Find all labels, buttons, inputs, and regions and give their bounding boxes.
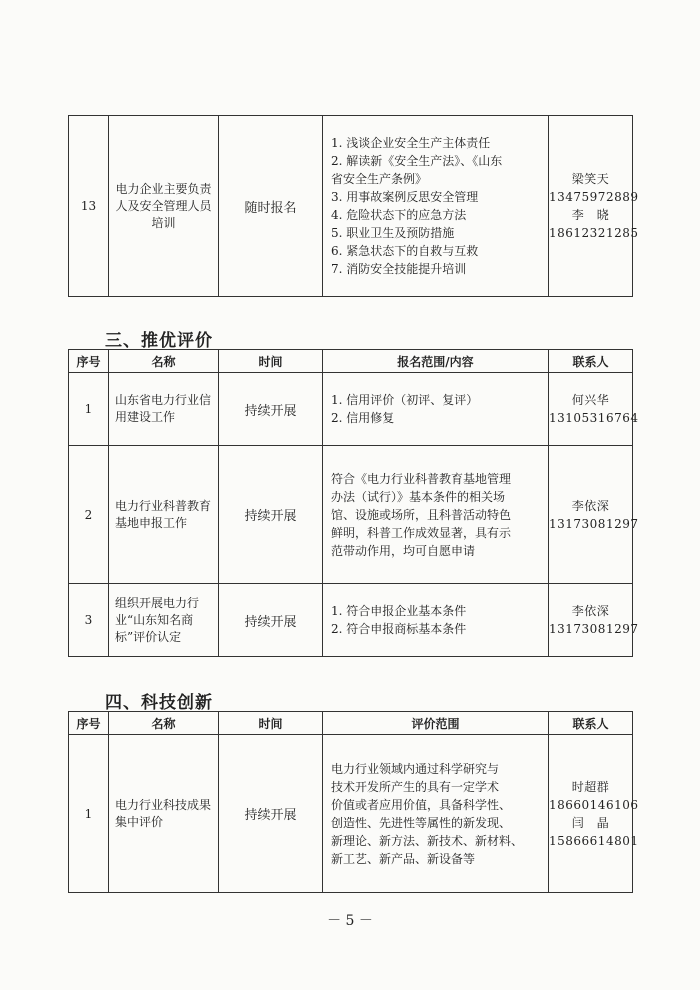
row-name: 山东省电力行业信用建设工作 bbox=[109, 373, 219, 446]
content-line: 1. 符合申报企业基本条件 bbox=[331, 604, 467, 618]
table-row bbox=[69, 116, 633, 297]
page-number: － 5 － bbox=[327, 913, 373, 929]
content-line: 4. 危险状态下的应急方法 bbox=[331, 208, 467, 222]
contact-phone: 13173081297 bbox=[549, 516, 639, 531]
content-line: 5. 职业卫生及预防措施 bbox=[331, 226, 455, 240]
row-number: 1 bbox=[69, 373, 109, 446]
content-line: 2. 解读新《安全生产法》、《山东 bbox=[331, 154, 503, 168]
column-header: 序号 bbox=[69, 712, 109, 735]
row-contact bbox=[549, 116, 639, 297]
column-header: 名称 bbox=[109, 350, 219, 373]
table-header-row bbox=[69, 712, 633, 735]
section-heading: 三、推优评价 bbox=[105, 331, 213, 351]
column-header: 时间 bbox=[219, 350, 323, 373]
content-line: 2. 信用修复 bbox=[331, 411, 395, 425]
row-name: 电力行业科技成果集中评价 bbox=[109, 735, 219, 893]
content-line: 1. 浅谈企业安全生产主体责任 bbox=[331, 136, 491, 150]
table-header-row bbox=[69, 350, 633, 373]
row-number: 2 bbox=[69, 446, 109, 584]
contact-name: 何兴华 bbox=[571, 393, 610, 407]
table-row bbox=[69, 373, 633, 446]
content-line: 鲜明，科普工作成效显著，具有示 bbox=[331, 525, 512, 540]
contact-name: 李依深 bbox=[571, 604, 610, 618]
content-line: 新工艺、新产品、新设备等 bbox=[331, 851, 476, 866]
contact-phone: 18660146106 bbox=[549, 797, 639, 812]
column-header: 评价范围 bbox=[323, 712, 549, 735]
content-line: 价值或者应用价值，具备科学性、 bbox=[331, 797, 512, 812]
row-content bbox=[323, 373, 549, 446]
training-table bbox=[68, 115, 639, 297]
row-time: 随时报名 bbox=[219, 116, 323, 297]
contact-phone: 15866614801 bbox=[549, 833, 639, 848]
content-line: 2. 符合申报商标基本条件 bbox=[331, 622, 467, 636]
row-time: 持续开展 bbox=[219, 584, 323, 657]
column-header: 报名范围/内容 bbox=[323, 350, 549, 373]
evaluation-table bbox=[68, 349, 639, 657]
row-time: 持续开展 bbox=[219, 446, 323, 584]
row-content bbox=[323, 735, 549, 893]
row-content bbox=[323, 116, 549, 297]
row-contact bbox=[549, 584, 639, 657]
row-number: 3 bbox=[69, 584, 109, 657]
row-name: 电力行业科普教育基地申报工作 bbox=[109, 446, 219, 584]
row-name: 电力企业主要负责人及安全管理人员培训 bbox=[109, 116, 219, 297]
column-header: 联系人 bbox=[549, 712, 633, 735]
contact-name: 梁笑天 bbox=[571, 172, 610, 186]
row-contact bbox=[549, 735, 639, 893]
column-header: 序号 bbox=[69, 350, 109, 373]
contact-phone: 13105316764 bbox=[549, 411, 639, 425]
content-line: 馆、设施或场所，且科普活动特色 bbox=[331, 507, 512, 522]
column-header: 时间 bbox=[219, 712, 323, 735]
content-line: 1. 信用评价（初评、复评） bbox=[331, 393, 479, 407]
row-contact bbox=[549, 446, 639, 584]
content-line: 技术开发所产生的具有一定学术 bbox=[331, 779, 500, 794]
row-content bbox=[323, 446, 549, 584]
content-line: 范带动作用，均可自愿申请 bbox=[331, 543, 476, 558]
contact-phone: 13173081297 bbox=[549, 622, 639, 636]
content-line: 7. 消防安全技能提升培训 bbox=[331, 262, 467, 276]
section-heading: 四、科技创新 bbox=[105, 693, 213, 713]
content-line: 办法（试行）》基本条件的相关场 bbox=[331, 489, 506, 504]
row-time: 持续开展 bbox=[219, 373, 323, 446]
row-number: 1 bbox=[69, 735, 109, 893]
column-header: 名称 bbox=[109, 712, 219, 735]
row-content bbox=[323, 584, 549, 657]
content-line: 6. 紧急状态下的自救与互救 bbox=[331, 244, 479, 258]
row-name: 组织开展电力行业“山东知名商标”评价认定 bbox=[109, 584, 219, 657]
innovation-table bbox=[68, 711, 639, 893]
row-number: 13 bbox=[69, 116, 109, 297]
table-row bbox=[69, 584, 633, 657]
content-line: 创造性、先进性等属性的新发现、 bbox=[331, 815, 512, 830]
contact-name: 时超群 bbox=[571, 779, 610, 794]
column-header: 联系人 bbox=[549, 350, 633, 373]
content-line: 符合《电力行业科普教育基地管理 bbox=[331, 471, 512, 486]
table-row bbox=[69, 446, 633, 584]
contact-name: 闫 晶 bbox=[571, 815, 610, 830]
contact-phone: 13475972889 bbox=[549, 190, 639, 204]
row-time: 持续开展 bbox=[219, 735, 323, 893]
row-contact bbox=[549, 373, 639, 446]
content-line: 3. 用事故案例反思安全管理 bbox=[331, 190, 479, 204]
content-line: 新理论、新方法、新技术、新材料、 bbox=[331, 833, 524, 848]
table-row bbox=[69, 735, 633, 893]
contact-phone: 18612321285 bbox=[549, 226, 639, 240]
contact-name: 李 晓 bbox=[571, 208, 610, 222]
content-line: 省安全生产条例》 bbox=[331, 172, 428, 186]
content-line: 电力行业领域内通过科学研究与 bbox=[331, 761, 500, 776]
contact-name: 李依深 bbox=[571, 498, 610, 513]
